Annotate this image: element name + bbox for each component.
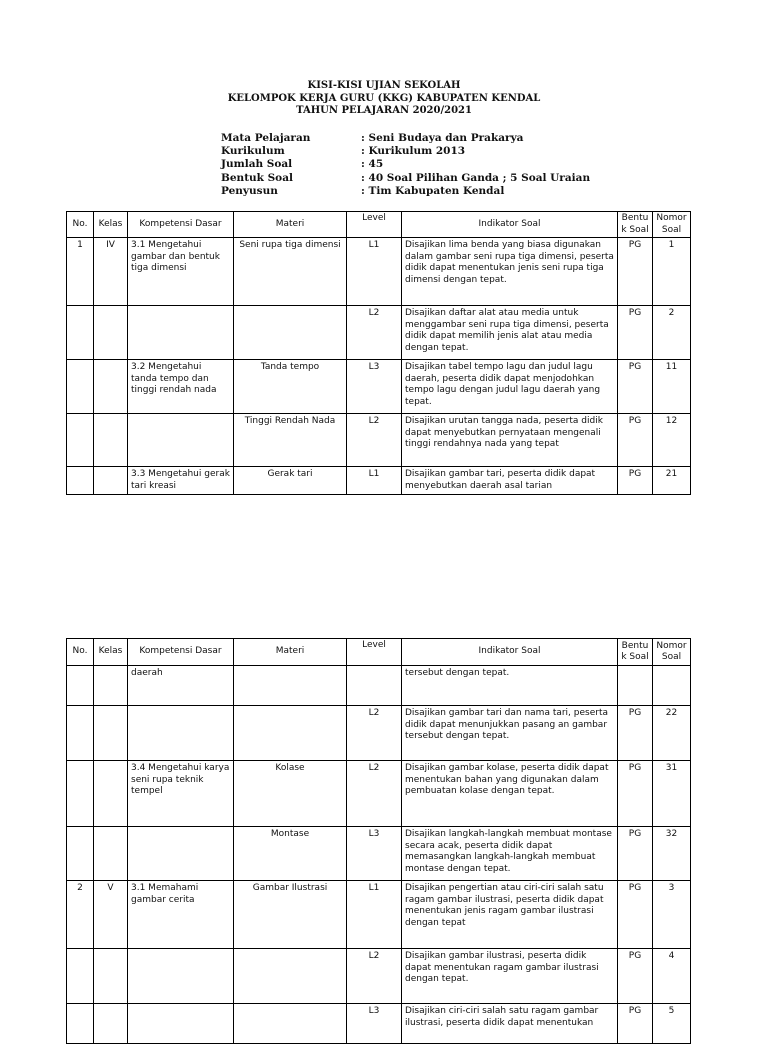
- document-header: [0, 80, 768, 118]
- meta-value: : 45: [361, 158, 384, 171]
- table-row: [67, 881, 691, 949]
- cell-materi: Seni rupa tiga dimensi: [234, 238, 347, 306]
- cell-bentuk-soal: PG: [618, 238, 653, 306]
- cell-kelas: [94, 949, 128, 1004]
- meta-row: [221, 145, 590, 158]
- cell-bentuk-soal: PG: [618, 706, 653, 761]
- cell-materi: [234, 306, 347, 360]
- meta-label: Mata Pelajaran: [221, 132, 311, 144]
- header-nomor-soal: Nomor Soal: [653, 639, 691, 666]
- table-row: [67, 949, 691, 1004]
- meta-row: [221, 132, 590, 145]
- header-kelas: Kelas: [94, 212, 128, 238]
- header-materi: Materi: [234, 639, 347, 666]
- cell-kelas: [94, 827, 128, 881]
- cell-kompetensi-dasar: [128, 306, 234, 360]
- cell-nomor-soal: 3: [653, 881, 691, 949]
- table-row: [67, 238, 691, 306]
- cell-kelas: [94, 414, 128, 467]
- cell-no: [67, 414, 94, 467]
- header-kompetensi-dasar: Kompetensi Dasar: [128, 639, 234, 666]
- header-no: No.: [67, 212, 94, 238]
- cell-no: [67, 467, 94, 495]
- cell-kelas: V: [94, 881, 128, 949]
- table-row: [67, 467, 691, 495]
- cell-nomor-soal: 4: [653, 949, 691, 1004]
- kisi-kisi-table-page-2: [66, 638, 691, 1044]
- cell-bentuk-soal: PG: [618, 414, 653, 467]
- cell-level: L1: [347, 238, 402, 306]
- cell-level: L1: [347, 881, 402, 949]
- cell-nomor-soal: 2: [653, 306, 691, 360]
- meta-value: : Seni Budaya dan Prakarya: [361, 132, 524, 144]
- cell-bentuk-soal: PG: [618, 360, 653, 414]
- cell-indikator-soal: Disajikan gambar tari, peserta didik dapat menyebutkan daerah asal tarian: [402, 467, 618, 495]
- cell-bentuk-soal: PG: [618, 306, 653, 360]
- cell-indikator-soal: Disajikan urutan tangga nada, peserta didik dapat menyebutkan pernyataan mengenali tinggi rendahnya nada yang tepat: [402, 414, 618, 467]
- table-row: [67, 414, 691, 467]
- cell-level: L1: [347, 467, 402, 495]
- cell-kompetensi-dasar: [128, 827, 234, 881]
- table-header-row: [67, 639, 691, 666]
- table-row: [67, 706, 691, 761]
- cell-bentuk-soal: PG: [618, 761, 653, 827]
- cell-no: [67, 827, 94, 881]
- cell-bentuk-soal: PG: [618, 1004, 653, 1044]
- meta-label: Jumlah Soal: [221, 158, 293, 171]
- cell-no: [67, 949, 94, 1004]
- cell-kelas: [94, 467, 128, 495]
- cell-indikator-soal: Disajikan gambar tari dan nama tari, peserta didik dapat menunjukkan pasang an gambar tersebut dengan tepat.: [402, 706, 618, 761]
- cell-kelas: IV: [94, 238, 128, 306]
- cell-materi: Montase: [234, 827, 347, 881]
- cell-indikator-soal: tersebut dengan tepat.: [402, 666, 618, 706]
- cell-bentuk-soal: PG: [618, 881, 653, 949]
- cell-nomor-soal: 32: [653, 827, 691, 881]
- cell-materi: Tanda tempo: [234, 360, 347, 414]
- cell-indikator-soal: Disajikan lima benda yang biasa digunakan dalam gambar seni rupa tiga dimensi, peserta didik dapat menentukan jenis seni rupa tiga dimensi dengan tepat.: [402, 238, 618, 306]
- cell-kelas: [94, 706, 128, 761]
- cell-bentuk-soal: [618, 666, 653, 706]
- cell-indikator-soal: Disajikan pengertian atau ciri-ciri salah satu ragam gambar ilustrasi, peserta didik dapat menentukan jenis ragam gambar ilustrasi dengan tepat: [402, 881, 618, 949]
- cell-nomor-soal: 1: [653, 238, 691, 306]
- cell-level: [347, 666, 402, 706]
- meta-value: : 40 Soal Pilihan Ganda ; 5 Soal Uraian: [361, 171, 591, 184]
- cell-kompetensi-dasar: daerah: [128, 666, 234, 706]
- table-row: [67, 360, 691, 414]
- cell-kompetensi-dasar: 3.1 Mengetahui gambar dan bentuk tiga dimensi: [128, 238, 234, 306]
- cell-level: L3: [347, 360, 402, 414]
- header-level: Level: [347, 212, 402, 238]
- cell-nomor-soal: 5: [653, 1004, 691, 1044]
- table-row: [67, 666, 691, 706]
- cell-nomor-soal: 21: [653, 467, 691, 495]
- cell-nomor-soal: 11: [653, 360, 691, 414]
- header-bentuk-soal: Bentu k Soal: [618, 212, 653, 238]
- cell-level: L2: [347, 306, 402, 360]
- cell-materi: [234, 949, 347, 1004]
- cell-bentuk-soal: PG: [618, 467, 653, 495]
- cell-nomor-soal: 12: [653, 414, 691, 467]
- header-no: No.: [67, 639, 94, 666]
- cell-indikator-soal: Disajikan gambar kolase, peserta didik dapat menentukan bahan yang digunakan dalam pembuatan kolase dengan tepat.: [402, 761, 618, 827]
- cell-bentuk-soal: PG: [618, 827, 653, 881]
- cell-kelas: [94, 666, 128, 706]
- cell-nomor-soal: 22: [653, 706, 691, 761]
- header-subtitle: KELOMPOK KERJA GURU (KKG) KABUPATEN KENDAL: [227, 92, 541, 104]
- cell-level: L3: [347, 827, 402, 881]
- cell-indikator-soal: Disajikan tabel tempo lagu dan judul lagu daerah, peserta didik dapat menjodohkan tempo lagu dengan judul lagu daerah yang tepat.: [402, 360, 618, 414]
- cell-no: [67, 761, 94, 827]
- cell-level: L2: [347, 414, 402, 467]
- meta-label: Penyusun: [221, 184, 278, 197]
- table-row: [67, 827, 691, 881]
- cell-bentuk-soal: PG: [618, 949, 653, 1004]
- cell-kompetensi-dasar: [128, 414, 234, 467]
- cell-materi: [234, 666, 347, 706]
- cell-kelas: [94, 360, 128, 414]
- header-level: Level: [347, 639, 402, 666]
- header-materi: Materi: [234, 212, 347, 238]
- header-indikator-soal: Indikator Soal: [402, 639, 618, 666]
- cell-level: L3: [347, 1004, 402, 1044]
- meta-value: : Kurikulum 2013: [361, 145, 466, 158]
- cell-level: L2: [347, 949, 402, 1004]
- cell-no: [67, 306, 94, 360]
- meta-value: : Tim Kabupaten Kendal: [361, 184, 505, 197]
- cell-kompetensi-dasar: 3.1 Memahami gambar cerita: [128, 881, 234, 949]
- cell-materi: Kolase: [234, 761, 347, 827]
- cell-kelas: [94, 761, 128, 827]
- cell-materi: Tinggi Rendah Nada: [234, 414, 347, 467]
- header-indikator-soal: Indikator Soal: [402, 212, 618, 238]
- cell-indikator-soal: Disajikan ciri-ciri salah satu ragam gambar ilustrasi, peserta didik dapat menentukan: [402, 1004, 618, 1044]
- cell-no: [67, 706, 94, 761]
- cell-kompetensi-dasar: 3.4 Mengetahui karya seni rupa teknik tempel: [128, 761, 234, 827]
- header-year: TAHUN PELAJARAN 2020/2021: [296, 105, 472, 116]
- table-row: [67, 306, 691, 360]
- cell-no: 1: [67, 238, 94, 306]
- cell-indikator-soal: Disajikan gambar ilustrasi, peserta didik dapat menentukan ragam gambar ilustrasi dengan tepat.: [402, 949, 618, 1004]
- cell-materi: [234, 706, 347, 761]
- cell-no: [67, 666, 94, 706]
- meta-row: [221, 158, 590, 171]
- document-meta: [221, 132, 590, 198]
- cell-indikator-soal: Disajikan langkah-langkah membuat montase secara acak, peserta didik dapat memasangkan langkah-langkah membuat montase dengan tepat.: [402, 827, 618, 881]
- cell-level: L2: [347, 761, 402, 827]
- cell-level: L2: [347, 706, 402, 761]
- header-title: KISI-KISI UJIAN SEKOLAH: [307, 80, 461, 91]
- header-nomor-soal: Nomor Soal: [653, 212, 691, 238]
- cell-materi: Gambar Ilustrasi: [234, 881, 347, 949]
- header-bentuk-soal: Bentu k Soal: [618, 639, 653, 666]
- kisi-kisi-table-page-1: [66, 211, 691, 495]
- cell-indikator-soal: Disajikan daftar alat atau media untuk menggambar seni rupa tiga dimensi, peserta didik dapat memilih jenis alat atau media dengan tepat.: [402, 306, 618, 360]
- cell-no: [67, 360, 94, 414]
- table-header-row: [67, 212, 691, 238]
- cell-kompetensi-dasar: 3.2 Mengetahui tanda tempo dan tinggi rendah nada: [128, 360, 234, 414]
- meta-row: [221, 172, 590, 185]
- cell-nomor-soal: 31: [653, 761, 691, 827]
- cell-kompetensi-dasar: [128, 949, 234, 1004]
- table-row: [67, 761, 691, 827]
- cell-no: 2: [67, 881, 94, 949]
- header-kelas: Kelas: [94, 639, 128, 666]
- cell-kelas: [94, 306, 128, 360]
- meta-label: Kurikulum: [221, 145, 285, 158]
- header-kompetensi-dasar: Kompetensi Dasar: [128, 212, 234, 238]
- cell-nomor-soal: [653, 666, 691, 706]
- cell-kompetensi-dasar: [128, 706, 234, 761]
- meta-label: Bentuk Soal: [221, 171, 293, 184]
- cell-kompetensi-dasar: 3.3 Mengetahui gerak tari kreasi: [128, 467, 234, 495]
- meta-row: [221, 185, 590, 198]
- cell-materi: Gerak tari: [234, 467, 347, 495]
